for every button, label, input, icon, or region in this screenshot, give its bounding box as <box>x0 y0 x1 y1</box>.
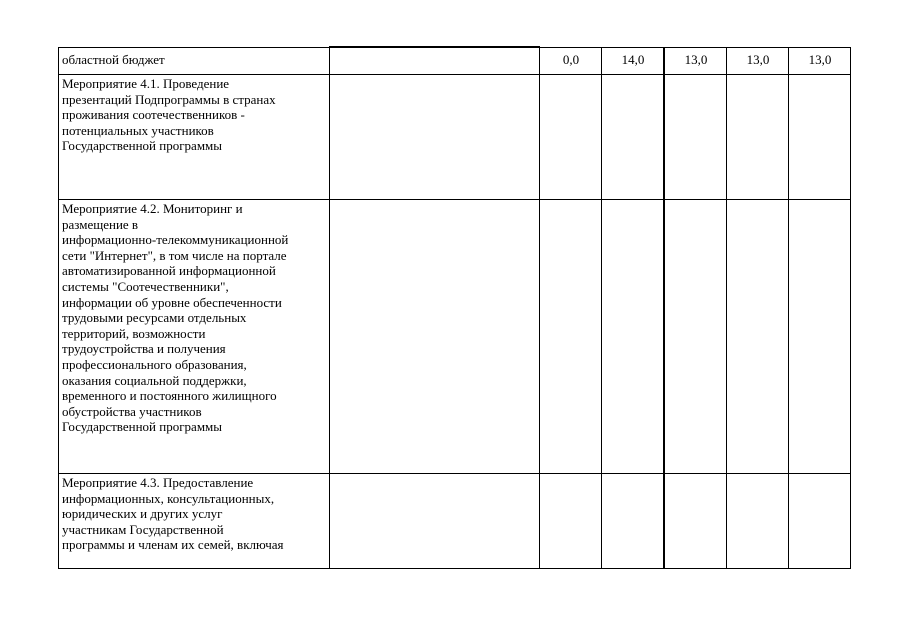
budget-table <box>58 46 851 569</box>
value-cell-empty <box>602 200 665 474</box>
table-row-regional-budget <box>59 47 851 75</box>
source-cell-empty <box>330 474 540 569</box>
activity-label <box>59 474 330 569</box>
table-row-activity-4-3 <box>59 474 851 569</box>
budget-value-cell: 14,0 <box>602 47 665 75</box>
source-cell-empty <box>330 75 540 200</box>
value-cell-empty <box>727 200 789 474</box>
activity-label <box>59 75 330 200</box>
value-cell-empty <box>789 75 851 200</box>
budget-value-cell: 13,0 <box>664 47 727 75</box>
budget-value-cell: 13,0 <box>727 47 789 75</box>
value-cell-empty <box>727 474 789 569</box>
budget-value-cell: 0,0 <box>540 47 602 75</box>
source-cell-empty <box>330 200 540 474</box>
value-cell-empty <box>664 200 727 474</box>
activity-text: Мероприятие 4.2. Мониторинг и размещение в информационно-телекоммуникационной сети "Интернет", в том числе на портале автоматизированной информационной системы "Соотечественники", информации об уровне обеспеченности трудовыми ресурсами отдельных территорий, возможности трудоустройства и получения профессионального образования, оказания социальной поддержки, временного и постоянного жилищного обустройства участников Государственной программы <box>62 201 289 435</box>
activity-label <box>59 200 330 474</box>
value-cell-empty <box>727 75 789 200</box>
activity-text: Мероприятие 4.1. Проведение презентаций Подпрограммы в странах проживания соотечественников - потенциальных участников Государственной программы <box>62 76 276 154</box>
table-row-activity-4-2 <box>59 200 851 474</box>
value-cell-empty <box>664 75 727 200</box>
value-cell-empty <box>540 474 602 569</box>
value-cell-empty <box>789 200 851 474</box>
value-cell-empty <box>540 75 602 200</box>
value-cell-empty <box>664 474 727 569</box>
budget-value-cell: 13,0 <box>789 47 851 75</box>
value-cell-empty <box>789 474 851 569</box>
source-cell-empty <box>330 47 540 75</box>
value-cell-empty <box>602 474 665 569</box>
value-cell-empty <box>602 75 665 200</box>
table-row-activity-4-1 <box>59 75 851 200</box>
budget-source-label: областной бюджет <box>59 47 330 75</box>
activity-text: Мероприятие 4.3. Предоставление информационных, консультационных, юридических и других услуг участникам Государственной программы и членам их семей, включая <box>62 475 284 553</box>
value-cell-empty <box>540 200 602 474</box>
